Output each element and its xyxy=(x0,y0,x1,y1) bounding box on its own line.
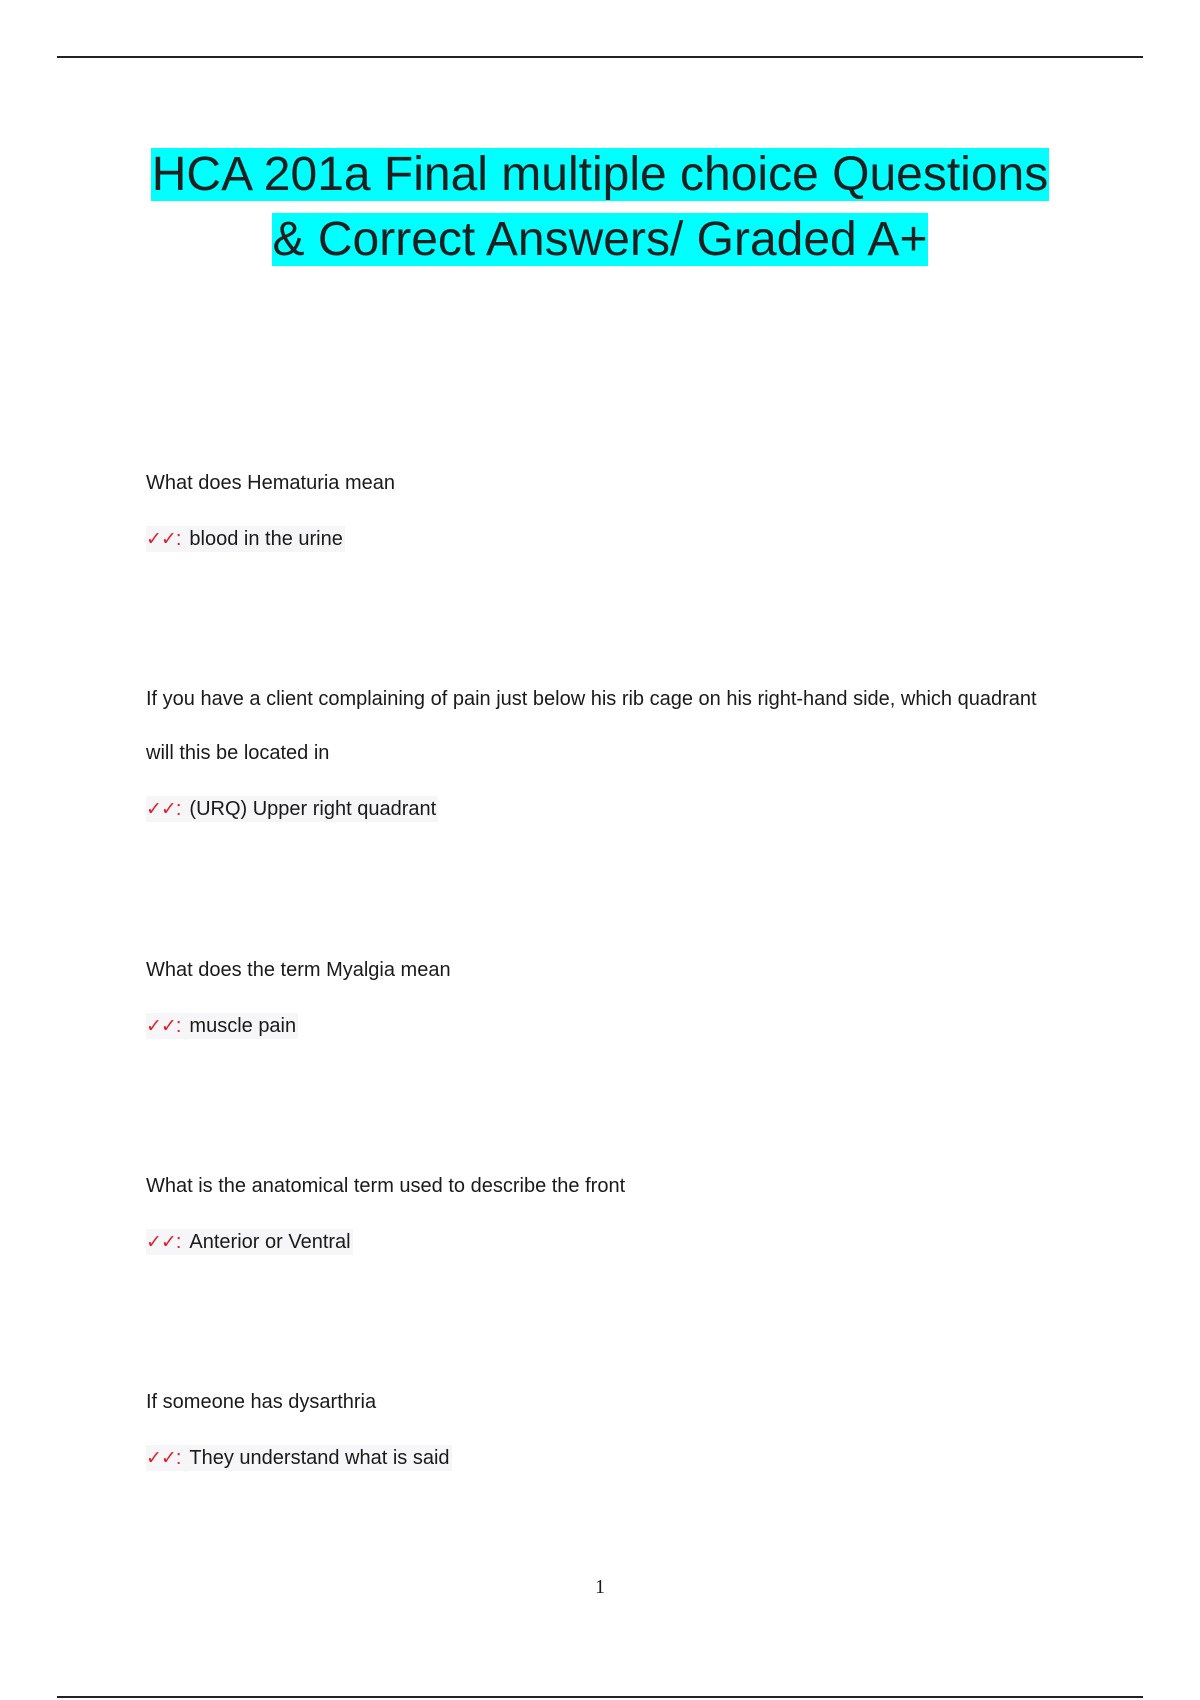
title-line-2: & Correct Answers/ Graded A+ xyxy=(272,213,928,266)
answer-colon: : xyxy=(175,1015,182,1037)
qa-item xyxy=(146,456,1066,552)
answer-text: blood in the urine xyxy=(189,528,343,550)
qa-item xyxy=(146,943,1066,1039)
answer-line xyxy=(146,796,438,822)
double-check-icon: ✓✓ xyxy=(146,528,176,550)
qa-item xyxy=(146,1159,1066,1255)
qa-item xyxy=(146,672,1066,822)
double-check-icon: ✓✓ xyxy=(146,1015,176,1037)
answer-colon: : xyxy=(175,1447,182,1469)
question-text: What does Hematuria mean xyxy=(146,472,396,494)
title-line-1: HCA 201a Final multiple choice Questions xyxy=(151,148,1049,201)
answer-text: muscle pain xyxy=(189,1015,297,1037)
double-check-icon: ✓✓ xyxy=(146,1231,176,1253)
answer-line xyxy=(146,1445,452,1471)
answer-text: They understand what is said xyxy=(189,1447,450,1469)
answer-line xyxy=(146,1229,353,1255)
double-check-icon: ✓✓ xyxy=(146,798,176,820)
question-text: What does the term Myalgia mean xyxy=(146,959,451,981)
top-rule xyxy=(57,56,1143,58)
document-title xyxy=(0,142,1200,272)
answer-line xyxy=(146,1013,298,1039)
answer-colon: : xyxy=(175,528,182,550)
page-number: 1 xyxy=(595,1576,605,1598)
answer-line xyxy=(146,526,345,552)
question-text-line-2: will this be located in xyxy=(146,742,330,764)
bottom-rule xyxy=(57,1696,1143,1698)
answer-text: Anterior or Ventral xyxy=(189,1231,351,1253)
answer-text: (URQ) Upper right quadrant xyxy=(189,798,437,820)
double-check-icon: ✓✓ xyxy=(146,1447,176,1469)
answer-colon: : xyxy=(175,1231,182,1253)
answer-colon: : xyxy=(175,798,182,820)
question-text: What is the anatomical term used to describe the front xyxy=(146,1175,626,1197)
qa-item xyxy=(146,1375,1066,1471)
question-text: If someone has dysarthria xyxy=(146,1391,377,1413)
question-text-line-1: If you have a client complaining of pain just below his rib cage on his right-hand side, which quadrant xyxy=(146,688,1037,710)
